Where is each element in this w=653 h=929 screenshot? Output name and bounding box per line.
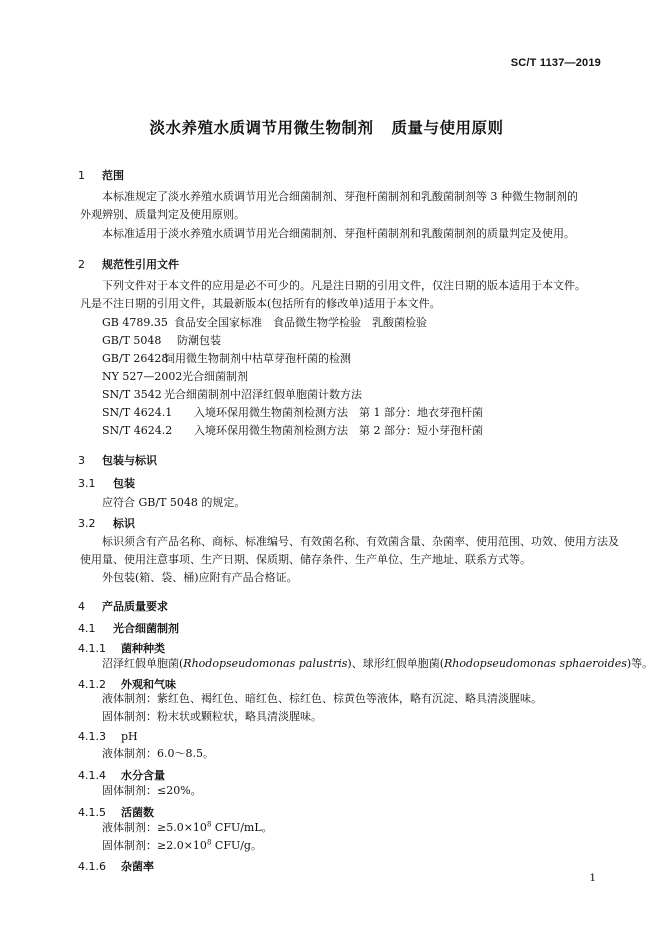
text-run: CFU/mL。 <box>211 821 273 834</box>
reference-title: 光合细菌制剂中沼泽红假单胞菌计数方法 <box>164 388 362 401</box>
section-2-heading <box>78 256 179 272</box>
paragraph-continuation: 使用量、使用注意事项、生产日期、保质期、储存条件、生产单位、生产地址、联系方式等。 <box>80 553 531 566</box>
section-1-heading <box>78 167 124 183</box>
subsection-number: 3.1 <box>78 477 96 490</box>
reference-title: 入境环保用微生物菌剂检测方法 第 2 部分：短小芽孢杆菌 <box>194 424 483 437</box>
section-number: 3 <box>78 454 85 467</box>
section-title: 规范性引用文件 <box>102 258 179 271</box>
paragraph: 本标准规定了淡水养殖水质调节用光合细菌制剂、芽孢杆菌制剂和乳酸菌制剂等 3 种微生物制剂的 <box>102 190 578 203</box>
clause-title: 水分含量 <box>121 769 165 782</box>
clause-number: 4.1.3 <box>78 730 106 743</box>
exponent: 8 <box>206 838 212 847</box>
text-run: 液体制剂：≥5.0×10 <box>102 821 207 834</box>
paragraph: 外包装(箱、袋、桶)应附有产品合格证。 <box>102 571 298 584</box>
clause-title: 菌种种类 <box>121 642 165 655</box>
paragraph: 液体制剂：紫红色、褐红色、暗红色、棕红色、棕黄色等液体，略有沉淀、略具清淡腥味。 <box>102 692 542 705</box>
reference-code: GB 4789.35 <box>102 316 168 329</box>
page-number: 1 <box>589 872 596 884</box>
reference-item <box>102 332 221 350</box>
section-4-heading <box>78 598 168 614</box>
text-run: CFU/g。 <box>211 839 262 852</box>
section-title: 范围 <box>102 169 124 182</box>
standard-code: SC/T 1137—2019 <box>510 57 601 69</box>
subsection-title: 包装 <box>113 477 135 490</box>
paragraph: 本标准适用于淡水养殖水质调节用光合细菌制剂、芽孢杆菌制剂和乳酸菌制剂的质量判定及使用。 <box>102 227 575 240</box>
clause-title: 杂菌率 <box>121 860 154 873</box>
subsection-3-1-heading <box>78 475 135 491</box>
subsection-number: 3.2 <box>78 517 96 530</box>
paragraph: 液体制剂：6.0～8.5。 <box>102 747 214 760</box>
section-number: 2 <box>78 258 85 271</box>
paragraph: 下列文件对于本文件的应用是必不可少的。凡是注日期的引用文件，仅注日期的版本适用于本文件。 <box>102 279 586 292</box>
subsection-3-2-heading <box>78 515 135 531</box>
paragraph: 应符合 GB/T 5048 的规定。 <box>102 496 246 509</box>
reference-title: 饲用微生物制剂中枯草芽孢杆菌的检测 <box>164 352 351 365</box>
paragraph-continuation: 凡是不注日期的引用文件，其最新版本(包括所有的修改单)适用于本文件。 <box>80 297 441 310</box>
reference-title: 食品安全国家标准 食品微生物学检验 乳酸菌检验 <box>174 316 427 329</box>
section-3-heading <box>78 452 157 468</box>
paragraph: 标识须含有产品名称、商标、标准编号、有效菌名称、有效菌含量、杂菌率、使用范围、功效、使用方法及 <box>102 535 619 548</box>
reference-code: NY 527—2002 <box>102 370 183 383</box>
reference-code: SN/T 4624.1 <box>102 406 173 419</box>
reference-item <box>102 350 351 368</box>
section-number: 1 <box>78 169 85 182</box>
title-sub: 质量与使用原则 <box>391 119 504 137</box>
subsection-title: 光合细菌制剂 <box>113 622 179 635</box>
text-run: 沼泽红假单胞菌( <box>102 657 184 670</box>
reference-item <box>102 368 248 386</box>
subsection-number: 4.1 <box>78 622 96 635</box>
species-name: Rhodopseudomonas palustris <box>183 657 348 670</box>
title-main: 淡水养殖水质调节用微生物制剂 <box>149 119 374 137</box>
clause-4-1-3-heading <box>78 730 138 743</box>
clause-number: 4.1.5 <box>78 806 106 819</box>
clause-number: 4.1.1 <box>78 642 106 655</box>
clause-4-1-1-heading <box>78 640 165 656</box>
clause-title: 外观和气味 <box>121 678 176 691</box>
reference-code: GB/T 26428 <box>102 352 169 365</box>
paragraph: 固体制剂：粉末状或颗粒状，略具清淡腥味。 <box>102 710 322 723</box>
paragraph: 固体制剂：≤20%。 <box>102 784 202 797</box>
text-run: 固体制剂：≥2.0×10 <box>102 839 207 852</box>
clause-number: 4.1.4 <box>78 769 106 782</box>
paragraph-continuation: 外观辨别、质量判定及使用原则。 <box>80 208 245 221</box>
document-title <box>0 116 653 138</box>
section-title: 包装与标识 <box>102 454 157 467</box>
clause-title: 活菌数 <box>121 806 154 819</box>
clause-4-1-4-heading <box>78 767 165 783</box>
reference-title: 防潮包装 <box>177 334 221 347</box>
text-run: )等。 <box>626 657 653 670</box>
reference-title: 光合细菌制剂 <box>182 370 248 383</box>
reference-item <box>102 404 483 422</box>
paragraph <box>102 837 262 855</box>
reference-item <box>102 422 483 440</box>
paragraph <box>102 655 653 673</box>
species-name: Rhodopseudomonas sphaeroides <box>444 657 627 670</box>
clause-number: 4.1.6 <box>78 860 106 873</box>
section-number: 4 <box>78 600 85 613</box>
clause-4-1-5-heading <box>78 804 154 820</box>
reference-code: GB/T 5048 <box>102 334 162 347</box>
clause-title: pH <box>121 730 138 743</box>
reference-item <box>102 314 427 332</box>
exponent: 8 <box>206 820 212 829</box>
reference-item <box>102 386 362 404</box>
subsection-title: 标识 <box>113 517 135 530</box>
reference-title: 入境环保用微生物菌剂检测方法 第 1 部分：地衣芽孢杆菌 <box>194 406 483 419</box>
text-run: )、球形红假单胞菌( <box>347 657 445 670</box>
subsection-4-1-heading <box>78 620 179 636</box>
reference-code: SN/T 3542 <box>102 388 162 401</box>
clause-number: 4.1.2 <box>78 678 106 691</box>
reference-code: SN/T 4624.2 <box>102 424 173 437</box>
paragraph <box>102 819 273 837</box>
clause-4-1-6-heading <box>78 858 154 874</box>
section-title: 产品质量要求 <box>102 600 168 613</box>
